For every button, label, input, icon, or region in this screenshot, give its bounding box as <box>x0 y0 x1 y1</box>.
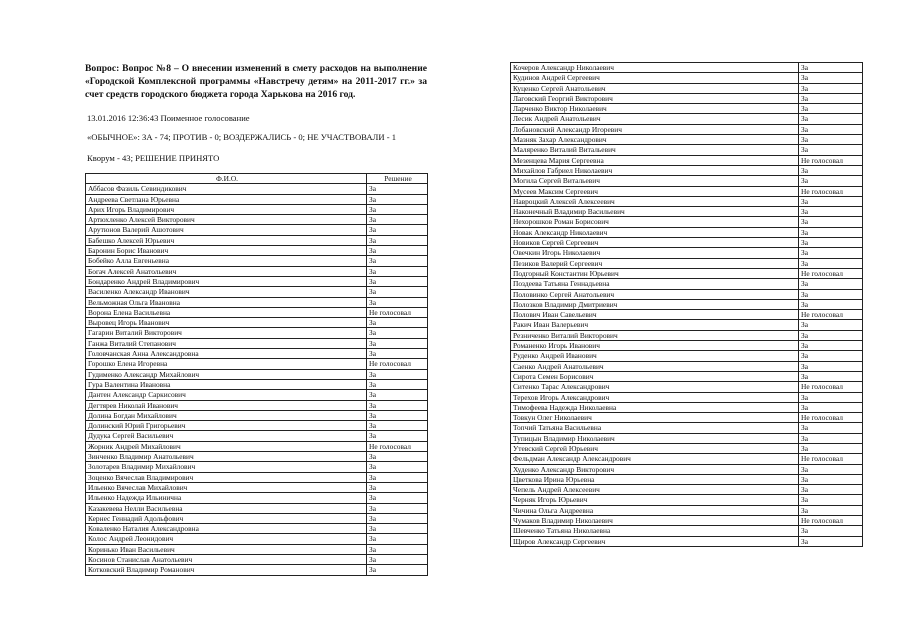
vote-decision: За <box>367 204 428 214</box>
table-row <box>86 534 428 544</box>
table-row <box>86 400 428 410</box>
deputy-name: Дантен Александр Саркисович <box>86 390 367 400</box>
deputy-name: Арих Игорь Владимирович <box>86 204 367 214</box>
vote-decision: За <box>799 83 863 93</box>
deputy-name: Мазняк Захар Александрович <box>511 135 799 145</box>
vote-decision: За <box>799 474 863 484</box>
deputy-name: Половинко Сергей Анатольевич <box>511 289 799 299</box>
table-header-row <box>86 174 428 184</box>
vote-decision: За <box>799 505 863 515</box>
vote-decision: За <box>367 472 428 482</box>
vote-decision: За <box>799 258 863 268</box>
deputy-name: Бобейко Алла Евгеньевна <box>86 256 367 266</box>
table-row <box>511 526 863 536</box>
table-row <box>86 297 428 307</box>
vote-decision: За <box>367 297 428 307</box>
table-row <box>511 382 863 392</box>
vote-decision: За <box>367 524 428 534</box>
deputy-name: Нехорошков Роман Борисович <box>511 217 799 227</box>
deputy-name: Коринько Иван Васильевич <box>86 544 367 554</box>
table-row <box>511 536 863 546</box>
deputy-name: Утевский Сергей Юрьевич <box>511 443 799 453</box>
table-row <box>511 474 863 484</box>
table-row <box>511 516 863 526</box>
table-row <box>511 505 863 515</box>
vote-decision: За <box>799 207 863 217</box>
deputy-name: Гудименко Александр Михайлович <box>86 369 367 379</box>
deputy-name: Шевченко Татьяна Николаевна <box>511 526 799 536</box>
table-row <box>86 544 428 554</box>
table-row <box>511 310 863 320</box>
table-row <box>511 423 863 433</box>
vote-decision: За <box>367 246 428 256</box>
deputy-name: Ракич Иван Валерьевич <box>511 320 799 330</box>
vote-decision: За <box>799 443 863 453</box>
vote-decision: За <box>367 503 428 513</box>
vote-table-right-body <box>511 63 863 547</box>
table-row <box>511 145 863 155</box>
vote-decision: За <box>799 73 863 83</box>
table-row <box>511 361 863 371</box>
table-row <box>86 235 428 245</box>
vote-decision: За <box>367 349 428 359</box>
table-row <box>511 207 863 217</box>
table-row <box>511 392 863 402</box>
table-row <box>86 503 428 513</box>
vote-decision: Не голосовал <box>799 268 863 278</box>
vote-decision: Не голосовал <box>799 454 863 464</box>
vote-decision: За <box>367 318 428 328</box>
vote-decision: За <box>799 176 863 186</box>
deputy-name: Долинский Юрий Григорьевич <box>86 421 367 431</box>
deputy-name: Арутюнов Валерий Ашотович <box>86 225 367 235</box>
table-row <box>511 299 863 309</box>
vote-decision: Не голосовал <box>799 310 863 320</box>
deputy-name: Товкун Олег Николаевич <box>511 413 799 423</box>
deputy-name: Вельможная Ольга Ивановна <box>86 297 367 307</box>
deputy-name: Горошко Елена Игоревна <box>86 359 367 369</box>
vote-decision: Не голосовал <box>799 413 863 423</box>
vote-decision: За <box>367 513 428 523</box>
deputy-name: Косинов Станислав Анатольевич <box>86 554 367 564</box>
vote-decision: За <box>367 400 428 410</box>
deputy-name: Мусеев Максим Сергеевич <box>511 186 799 196</box>
vote-decision: За <box>799 330 863 340</box>
vote-decision: За <box>367 565 428 575</box>
vote-decision: За <box>799 217 863 227</box>
vote-decision: За <box>799 124 863 134</box>
deputy-name: Коваленко Наталия Александровна <box>86 524 367 534</box>
vote-decision: Не голосовал <box>799 382 863 392</box>
vote-decision: За <box>799 351 863 361</box>
deputy-name: Могила Сергей Витальевич <box>511 176 799 186</box>
deputy-name: Долина Богдан Михайлович <box>86 410 367 420</box>
vote-decision: За <box>367 421 428 431</box>
vote-decision: За <box>367 184 428 194</box>
deputy-name: Михайлов Габриел Николаевич <box>511 165 799 175</box>
deputy-name: Поздеева Татьяна Геннадьевна <box>511 279 799 289</box>
table-row <box>86 215 428 225</box>
vote-decision: За <box>367 410 428 420</box>
vote-decision: Не голосовал <box>799 155 863 165</box>
table-row <box>86 462 428 472</box>
deputy-name: Полозков Владимир Дмитриевич <box>511 299 799 309</box>
deputy-name: Ильенко Надежда Ильинична <box>86 493 367 503</box>
deputy-name: Полович Иван Савельевич <box>511 310 799 320</box>
deputy-name: Романенко Игорь Иванович <box>511 341 799 351</box>
deputy-name: Худенко Александр Викторович <box>511 464 799 474</box>
table-row <box>511 217 863 227</box>
table-row <box>86 379 428 389</box>
vote-decision: За <box>799 495 863 505</box>
deputy-name: Гагарин Виталий Викторович <box>86 328 367 338</box>
deputy-name: Ситенко Тарас Александрович <box>511 382 799 392</box>
vote-decision: За <box>799 485 863 495</box>
vote-decision: За <box>799 402 863 412</box>
deputy-name: Тимофеева Надежда Николаевна <box>511 402 799 412</box>
deputy-name: Фельдман Александр Александрович <box>511 454 799 464</box>
deputy-name: Василенко Александр Иванович <box>86 287 367 297</box>
quorum-result: Кворум - 43; РЕШЕНИЕ ПРИНЯТО <box>87 153 220 163</box>
vote-decision: За <box>367 194 428 204</box>
table-row <box>86 287 428 297</box>
deputy-name: Зинченко Владимир Анатольевич <box>86 452 367 462</box>
table-row <box>86 513 428 523</box>
vote-decision: За <box>799 165 863 175</box>
table-row <box>511 227 863 237</box>
table-row <box>511 413 863 423</box>
vote-decision: За <box>367 266 428 276</box>
table-row <box>511 351 863 361</box>
table-row <box>511 155 863 165</box>
table-row <box>86 349 428 359</box>
deputy-name: Топчий Татьяна Васильевна <box>511 423 799 433</box>
deputy-name: Черняк Игорь Юрьевич <box>511 495 799 505</box>
table-row <box>86 307 428 317</box>
deputy-name: Ганжа Виталий Степанович <box>86 338 367 348</box>
right-column <box>510 62 862 547</box>
table-row <box>511 114 863 124</box>
vote-decision: За <box>367 431 428 441</box>
deputy-name: Чепель Андрей Алексеевич <box>511 485 799 495</box>
deputy-name: Богач Алексей Анатольевич <box>86 266 367 276</box>
vote-decision: За <box>367 452 428 462</box>
deputy-name: Кудинов Андрей Сергеевич <box>511 73 799 83</box>
vote-decision: За <box>799 536 863 546</box>
table-row <box>511 495 863 505</box>
vote-decision: За <box>367 554 428 564</box>
vote-decision: За <box>367 369 428 379</box>
table-row <box>511 341 863 351</box>
table-row <box>511 124 863 134</box>
deputy-name: Гура Валентина Ивановна <box>86 379 367 389</box>
table-row <box>86 421 428 431</box>
vote-decision: Не голосовал <box>367 307 428 317</box>
vote-decision: За <box>367 328 428 338</box>
vote-decision: За <box>367 338 428 348</box>
deputy-name: Тупицын Владимир Николаевич <box>511 433 799 443</box>
deputy-name: Колос Андрей Леонидович <box>86 534 367 544</box>
deputy-name: Чичина Ольга Андреевна <box>511 505 799 515</box>
vote-time: 13.01.2016 12:36:43 Поименное голосование <box>87 113 250 123</box>
deputy-name: Резниченко Виталий Викторович <box>511 330 799 340</box>
deputy-name: Куценко Сергей Анатольевич <box>511 83 799 93</box>
deputy-name: Жорник Андрей Михайлович <box>86 441 367 451</box>
table-row <box>511 279 863 289</box>
vote-decision: За <box>367 462 428 472</box>
table-row <box>511 196 863 206</box>
table-row <box>86 482 428 492</box>
header-name: Ф.И.О. <box>86 174 367 184</box>
vote-decision: За <box>799 135 863 145</box>
deputy-name: Чумаков Владимир Николаевич <box>511 516 799 526</box>
vote-decision: За <box>799 289 863 299</box>
table-row <box>511 464 863 474</box>
vote-table-right <box>510 62 863 547</box>
deputy-name: Цветкова Ирина Юрьевна <box>511 474 799 484</box>
table-row <box>511 268 863 278</box>
vote-decision: За <box>799 526 863 536</box>
table-row <box>511 73 863 83</box>
vote-decision: За <box>799 341 863 351</box>
deputy-name: Ильенко Вячеслав Михайлович <box>86 482 367 492</box>
deputy-name: Щиров Александр Сергеевич <box>511 536 799 546</box>
table-row <box>86 318 428 328</box>
deputy-name: Дегтярев Николай Иванович <box>86 400 367 410</box>
vote-decision: За <box>799 238 863 248</box>
table-row <box>511 83 863 93</box>
vote-decision: За <box>799 371 863 381</box>
left-column <box>85 62 427 576</box>
table-row <box>86 204 428 214</box>
deputy-name: Лесик Андрей Анатольевич <box>511 114 799 124</box>
table-row <box>511 63 863 73</box>
table-row <box>511 104 863 114</box>
table-row <box>86 410 428 420</box>
vote-decision: За <box>799 433 863 443</box>
vote-decision: За <box>367 482 428 492</box>
deputy-name: Кочеров Александр Николаевич <box>511 63 799 73</box>
vote-decision: За <box>799 361 863 371</box>
vote-decision: За <box>799 104 863 114</box>
table-row <box>86 328 428 338</box>
deputy-name: Мезенцева Мария Сергеевна <box>511 155 799 165</box>
vote-decision: За <box>367 493 428 503</box>
table-row <box>86 441 428 451</box>
deputy-name: Золотарев Владимир Михайлович <box>86 462 367 472</box>
vote-decision: За <box>799 145 863 155</box>
deputy-name: Подгорный Константин Юрьевич <box>511 268 799 278</box>
deputy-name: Аббасов Фазиль Севиндикович <box>86 184 367 194</box>
vote-decision: За <box>367 379 428 389</box>
deputy-name: Навроцкий Алексей Алексеевич <box>511 196 799 206</box>
vote-table-left-body <box>86 184 428 575</box>
table-row <box>86 359 428 369</box>
deputy-name: Руденко Андрей Иванович <box>511 351 799 361</box>
vote-decision: За <box>367 235 428 245</box>
deputy-name: Новак Александр Николаевич <box>511 227 799 237</box>
table-row <box>511 330 863 340</box>
vote-decision: Не голосовал <box>367 359 428 369</box>
deputy-name: Выровец Игорь Иванович <box>86 318 367 328</box>
deputy-name: Зоценко Вячеслав Владимирович <box>86 472 367 482</box>
table-row <box>511 371 863 381</box>
vote-decision: За <box>799 299 863 309</box>
table-row <box>511 135 863 145</box>
table-row <box>86 276 428 286</box>
table-row <box>86 452 428 462</box>
question-title: Вопрос: Вопрос №8 – О внесении изменений в смету расходов на выполнение «Городской Комплексной программы «Навстречу детям» на 2011-2017 гг.» за счет средств городского бюджета города Харькова на 2016 год. <box>85 63 427 100</box>
vote-decision: За <box>367 276 428 286</box>
table-row <box>511 186 863 196</box>
vote-decision: Не голосовал <box>799 516 863 526</box>
table-row <box>86 256 428 266</box>
vote-decision: За <box>799 464 863 474</box>
table-row <box>86 266 428 276</box>
deputy-name: Баронин Борис Иванович <box>86 246 367 256</box>
vote-table-left <box>85 173 428 576</box>
table-row <box>86 184 428 194</box>
table-row <box>86 565 428 575</box>
deputy-name: Кернес Геннадий Адольфович <box>86 513 367 523</box>
deputy-name: Саенко Андрей Анатольевич <box>511 361 799 371</box>
vote-decision: За <box>799 93 863 103</box>
table-row <box>511 248 863 258</box>
table-row <box>86 225 428 235</box>
table-row <box>86 194 428 204</box>
deputy-name: Казакевева Нелли Васильевна <box>86 503 367 513</box>
table-row <box>511 258 863 268</box>
table-row <box>511 454 863 464</box>
deputy-name: Котковский Владимир Романович <box>86 565 367 575</box>
deputy-name: Ворона Елена Васильевна <box>86 307 367 317</box>
table-row <box>511 165 863 175</box>
deputy-name: Бабешко Алексей Юрьевич <box>86 235 367 245</box>
table-row <box>511 93 863 103</box>
table-row <box>86 246 428 256</box>
vote-decision: Не голосовал <box>799 186 863 196</box>
vote-decision: За <box>799 63 863 73</box>
table-row <box>511 443 863 453</box>
deputy-name: Андреева Светлана Юрьевна <box>86 194 367 204</box>
table-row <box>86 369 428 379</box>
deputy-name: Головчанская Анна Александровна <box>86 349 367 359</box>
vote-decision: За <box>367 534 428 544</box>
vote-decision: За <box>367 215 428 225</box>
table-row <box>86 431 428 441</box>
table-row <box>86 554 428 564</box>
vote-decision: За <box>799 320 863 330</box>
table-row <box>511 485 863 495</box>
deputy-name: Пезиков Валерий Сергеевич <box>511 258 799 268</box>
deputy-name: Бондаренко Андрей Владимирович <box>86 276 367 286</box>
table-row <box>511 402 863 412</box>
table-row <box>511 289 863 299</box>
vote-decision: За <box>799 196 863 206</box>
deputy-name: Лобановский Александр Игоревич <box>511 124 799 134</box>
deputy-name: Артюхленко Алексей Викторович <box>86 215 367 225</box>
header-decision: Решение <box>367 174 428 184</box>
deputy-name: Наконечный Владимир Васильевич <box>511 207 799 217</box>
vote-decision: За <box>799 279 863 289</box>
vote-decision: За <box>367 256 428 266</box>
vote-decision: За <box>367 544 428 554</box>
deputy-name: Сирота Семен Борисович <box>511 371 799 381</box>
vote-decision: За <box>799 423 863 433</box>
deputy-name: Ларченко Виктор Николаевич <box>511 104 799 114</box>
vote-decision: За <box>367 225 428 235</box>
table-row <box>511 176 863 186</box>
table-row <box>511 320 863 330</box>
deputy-name: Маляренко Виталий Витальевич <box>511 145 799 155</box>
deputy-name: Лаговский Георгий Викторович <box>511 93 799 103</box>
table-row <box>86 493 428 503</box>
vote-decision: За <box>367 390 428 400</box>
table-row <box>86 390 428 400</box>
deputy-name: Новиков Сергей Сергеевич <box>511 238 799 248</box>
vote-decision: За <box>799 248 863 258</box>
deputy-name: Терехов Игорь Александрович <box>511 392 799 402</box>
vote-decision: За <box>799 392 863 402</box>
vote-decision: За <box>799 227 863 237</box>
table-row <box>86 524 428 534</box>
vote-decision: Не голосовал <box>367 441 428 451</box>
deputy-name: Дудука Сергей Васильевич <box>86 431 367 441</box>
vote-decision: За <box>367 287 428 297</box>
table-row <box>511 238 863 248</box>
vote-decision: За <box>799 114 863 124</box>
deputy-name: Овечкин Игорь Николаевич <box>511 248 799 258</box>
table-row <box>86 338 428 348</box>
vote-counts: «ОБЫЧНОЕ»: ЗА - 74; ПРОТИВ - 0; ВОЗДЕРЖАЛИСЬ - 0; НЕ УЧАСТВОВАЛИ - 1 <box>87 132 397 142</box>
table-row <box>86 472 428 482</box>
table-row <box>511 433 863 443</box>
